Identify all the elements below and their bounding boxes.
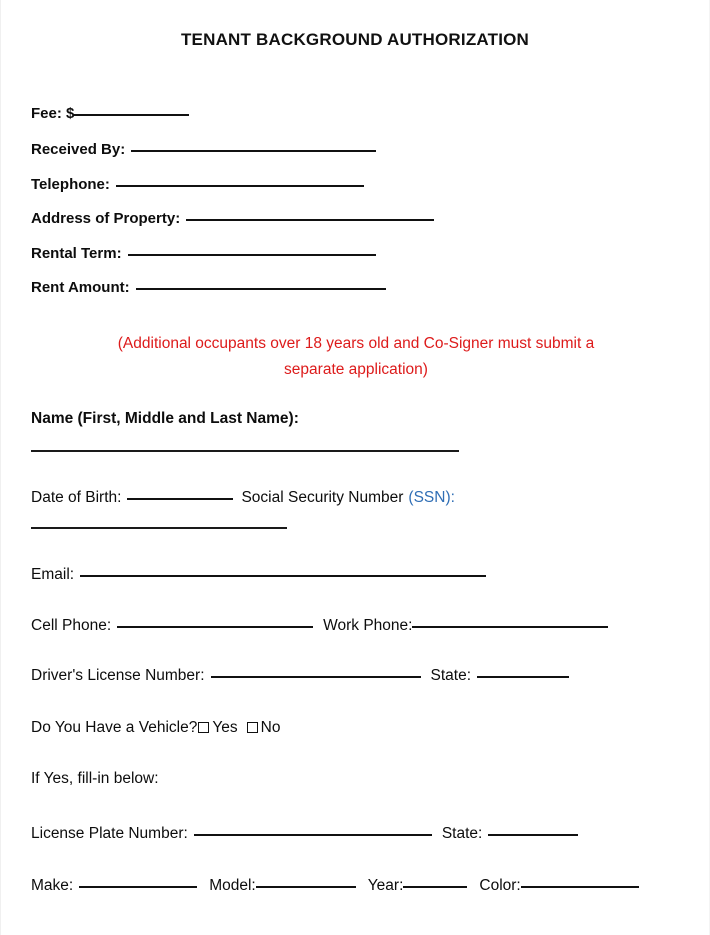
drivers-license-number-label: Driver's License Number: (31, 667, 205, 685)
ssn-input-line[interactable] (31, 527, 287, 529)
if-yes-instruction (31, 771, 159, 787)
rental-term-input-line[interactable] (128, 241, 376, 256)
year-label: Year: (367, 877, 404, 895)
checkbox-vehicle-yes-label: Yes (212, 719, 238, 736)
field-row-drivers-license (31, 665, 569, 684)
received-by-input-line[interactable] (131, 137, 376, 152)
checkbox-vehicle-no[interactable] (247, 722, 258, 733)
field-row-rental-term (31, 243, 376, 261)
field-row-received-by (31, 139, 376, 157)
field-row-dob-ssn (31, 487, 455, 506)
cell-phone-input-line[interactable] (117, 613, 313, 628)
model-label: Model: (209, 877, 256, 895)
notice-line-2: separate application) (284, 361, 428, 378)
drivers-license-state-input-line[interactable] (477, 663, 569, 678)
fee-label: Fee: $ (31, 104, 75, 122)
field-row-telephone (31, 174, 364, 192)
make-input-line[interactable] (79, 873, 197, 888)
email-label: Email: (31, 566, 75, 584)
additional-occupants-notice (56, 331, 656, 383)
name-label: Name (First, Middle and Last Name): (31, 410, 299, 427)
field-row-email (31, 564, 486, 583)
field-row-rent-amount (31, 277, 386, 295)
model-input-line[interactable] (256, 873, 356, 888)
email-input-line[interactable] (80, 562, 486, 577)
date-of-birth-input-line[interactable] (127, 485, 233, 500)
drivers-license-state-label: State: (430, 667, 472, 685)
telephone-input-line[interactable] (116, 172, 364, 187)
address-of-property-input-line[interactable] (186, 206, 434, 221)
rent-amount-input-line[interactable] (136, 275, 386, 290)
notice-line-1: (Additional occupants over 18 years old and Co-Signer must submit a (117, 335, 595, 352)
field-row-fee (31, 103, 189, 121)
rent-amount-label: Rent Amount: (31, 278, 130, 296)
name-input-line[interactable] (31, 450, 459, 452)
work-phone-label: Work Phone: (323, 617, 413, 635)
checkbox-vehicle-no-label: No (260, 719, 281, 736)
field-row-phones (31, 615, 608, 634)
license-plate-state-input-line[interactable] (488, 821, 578, 836)
field-row-license-plate (31, 823, 578, 842)
date-of-birth-label: Date of Birth: (31, 489, 122, 507)
received-by-label: Received By: (31, 140, 126, 158)
license-plate-number-input-line[interactable] (194, 821, 432, 836)
license-plate-number-label: License Plate Number: (31, 825, 188, 843)
ssn-label: Social Security Number (241, 489, 404, 507)
telephone-label: Telephone: (31, 175, 110, 193)
has-vehicle-question-label: Do You Have a Vehicle? (31, 719, 198, 736)
field-row-has-vehicle (31, 720, 280, 736)
license-plate-state-label: State: (441, 825, 483, 843)
if-yes-label: If Yes, fill-in below: (31, 770, 159, 787)
work-phone-input-line[interactable] (412, 613, 608, 628)
field-row-address-of-property (31, 208, 434, 226)
field-row-name (31, 411, 299, 427)
year-input-line[interactable] (403, 873, 467, 888)
color-label: Color: (479, 877, 521, 895)
address-of-property-label: Address of Property: (31, 209, 181, 227)
color-input-line[interactable] (521, 873, 639, 888)
rental-term-label: Rental Term: (31, 244, 122, 262)
field-row-vehicle-details (31, 875, 639, 894)
make-label: Make: (31, 877, 74, 895)
cell-phone-label: Cell Phone: (31, 617, 112, 635)
drivers-license-number-input-line[interactable] (211, 663, 421, 678)
page-title: TENANT BACKGROUND AUTHORIZATION (180, 30, 530, 49)
fee-input-line[interactable] (74, 101, 189, 116)
checkbox-vehicle-yes[interactable] (198, 722, 209, 733)
ssn-abbrev-label: (SSN): (408, 489, 455, 507)
